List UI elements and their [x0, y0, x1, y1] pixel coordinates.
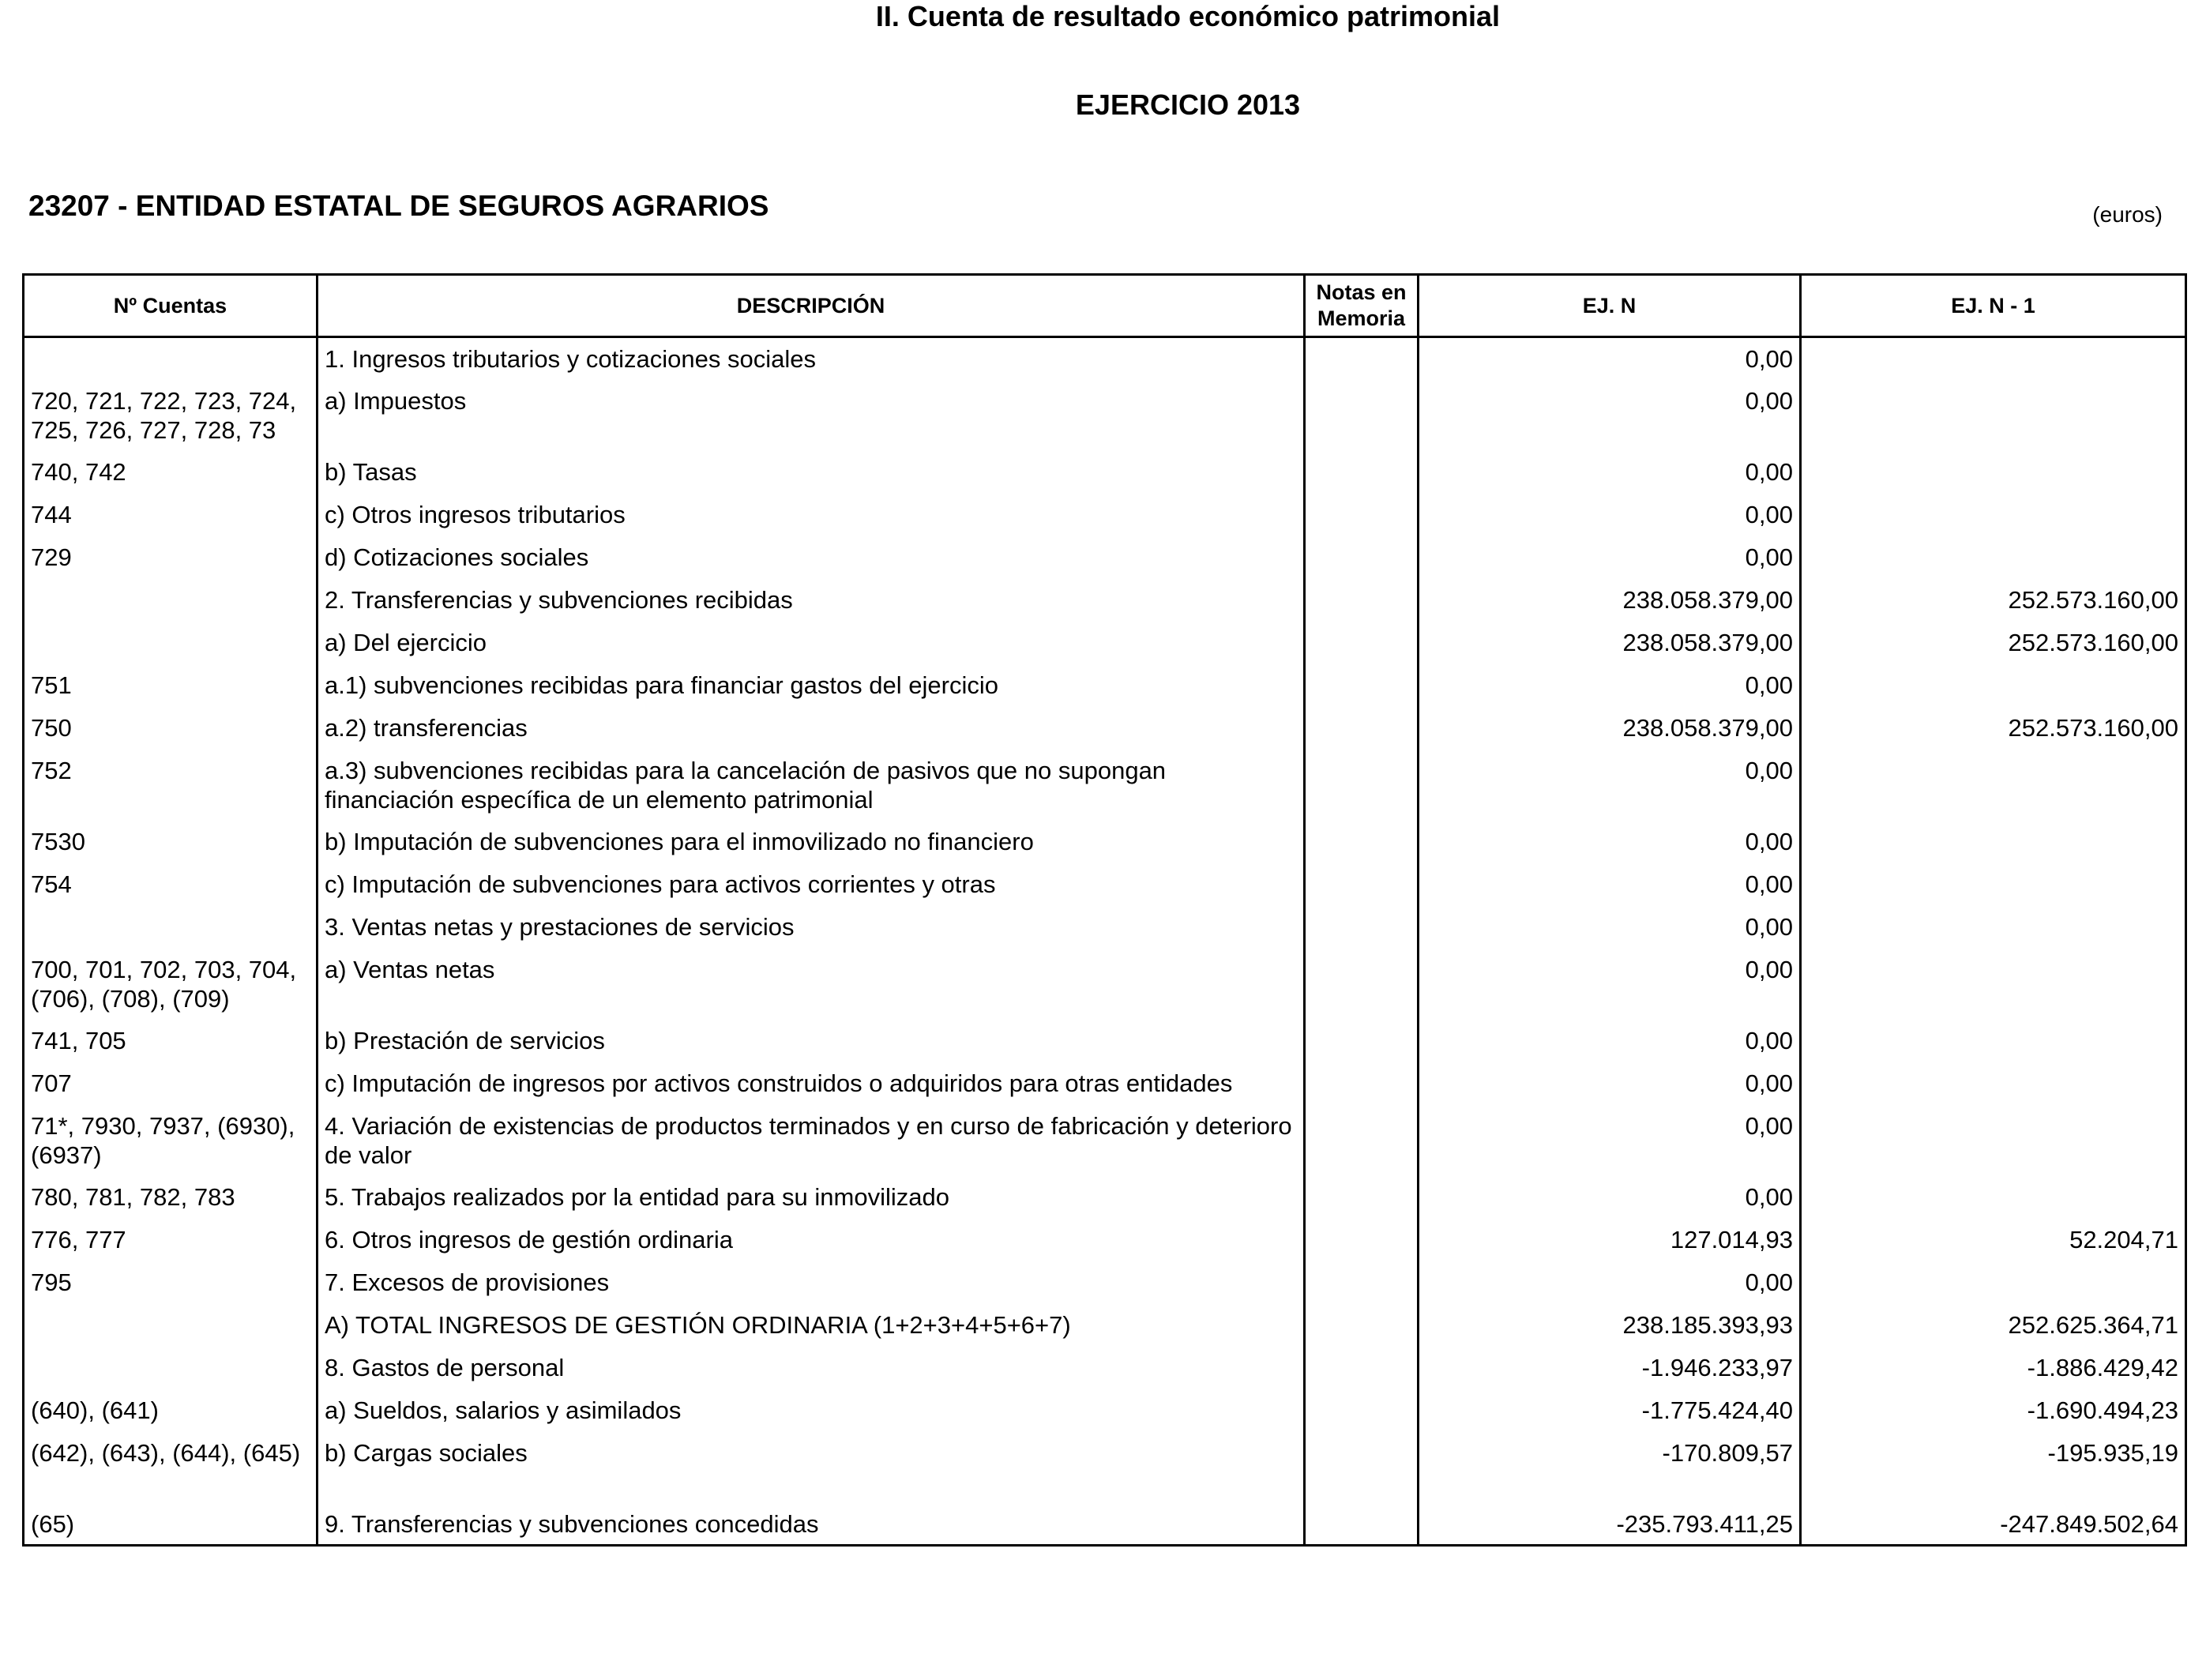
previous-year-cell — [1801, 863, 2186, 906]
previous-year-cell: 52.204,71 — [1801, 1219, 2186, 1261]
previous-year-cell — [1801, 536, 2186, 579]
notes-cell — [1305, 380, 1419, 451]
table-body — [24, 337, 2186, 1546]
previous-year-cell — [1801, 750, 2186, 821]
notes-cell — [1305, 1432, 1419, 1503]
table-row — [24, 1432, 2186, 1503]
current-year-cell: 0,00 — [1419, 494, 1801, 536]
table-row — [24, 1347, 2186, 1389]
description-cell: a) Sueldos, salarios y asimilados — [318, 1389, 1305, 1432]
previous-year-cell — [1801, 494, 2186, 536]
previous-year-cell — [1801, 1176, 2186, 1219]
account-cell: (65) — [24, 1503, 318, 1546]
previous-year-cell: 252.625.364,71 — [1801, 1304, 2186, 1347]
current-year-cell: 238.058.379,00 — [1419, 622, 1801, 664]
notes-cell — [1305, 451, 1419, 494]
description-cell: a) Impuestos — [318, 380, 1305, 451]
column-header-ej-n1: EJ. N - 1 — [1801, 275, 2186, 337]
income-statement-table — [22, 273, 2187, 1547]
description-cell: c) Otros ingresos tributarios — [318, 494, 1305, 536]
table-row — [24, 579, 2186, 622]
table-row — [24, 1304, 2186, 1347]
current-year-cell: 0,00 — [1419, 863, 1801, 906]
table-row — [24, 380, 2186, 451]
previous-year-cell: -247.849.502,64 — [1801, 1503, 2186, 1546]
notes-cell — [1305, 337, 1419, 380]
current-year-cell: 0,00 — [1419, 451, 1801, 494]
previous-year-cell: 252.573.160,00 — [1801, 579, 2186, 622]
account-cell: 744 — [24, 494, 318, 536]
previous-year-cell: 252.573.160,00 — [1801, 622, 2186, 664]
table-row — [24, 664, 2186, 707]
table-row — [24, 1105, 2186, 1176]
table-row — [24, 821, 2186, 863]
description-cell: 6. Otros ingresos de gestión ordinaria — [318, 1219, 1305, 1261]
previous-year-cell — [1801, 337, 2186, 380]
table-row — [24, 1020, 2186, 1062]
previous-year-cell: 252.573.160,00 — [1801, 707, 2186, 750]
account-cell: 707 — [24, 1062, 318, 1105]
account-cell — [24, 622, 318, 664]
account-cell: 795 — [24, 1261, 318, 1304]
table-row — [24, 451, 2186, 494]
description-cell: 2. Transferencias y subvenciones recibidas — [318, 579, 1305, 622]
notes-cell — [1305, 906, 1419, 949]
description-cell: b) Cargas sociales — [318, 1432, 1305, 1503]
current-year-cell: 0,00 — [1419, 337, 1801, 380]
notes-cell — [1305, 1020, 1419, 1062]
description-cell: 9. Transferencias y subvenciones concedidas — [318, 1503, 1305, 1546]
table-row — [24, 863, 2186, 906]
account-cell: 700, 701, 702, 703, 704, (706), (708), (709) — [24, 949, 318, 1020]
description-cell: 8. Gastos de personal — [318, 1347, 1305, 1389]
current-year-cell: 0,00 — [1419, 906, 1801, 949]
entity-name: 23207 - ENTIDAD ESTATAL DE SEGUROS AGRARIOS — [28, 190, 769, 222]
current-year-cell: 0,00 — [1419, 949, 1801, 1020]
account-cell: 776, 777 — [24, 1219, 318, 1261]
description-cell: 7. Excesos de provisiones — [318, 1261, 1305, 1304]
column-header-descripcion: DESCRIPCIÓN — [318, 275, 1305, 337]
table-row — [24, 949, 2186, 1020]
current-year-cell: 0,00 — [1419, 380, 1801, 451]
account-cell — [24, 1347, 318, 1389]
notes-cell — [1305, 1219, 1419, 1261]
account-cell: 71*, 7930, 7937, (6930), (6937) — [24, 1105, 318, 1176]
notes-cell — [1305, 707, 1419, 750]
table-row — [24, 1176, 2186, 1219]
account-cell: 780, 781, 782, 783 — [24, 1176, 318, 1219]
previous-year-cell — [1801, 664, 2186, 707]
column-header-cuentas: Nº Cuentas — [24, 275, 318, 337]
account-cell: 729 — [24, 536, 318, 579]
current-year-cell: 0,00 — [1419, 664, 1801, 707]
previous-year-cell — [1801, 906, 2186, 949]
table-header-row — [24, 275, 2186, 337]
description-cell: 5. Trabajos realizados por la entidad para su inmovilizado — [318, 1176, 1305, 1219]
notes-cell — [1305, 949, 1419, 1020]
table-row — [24, 1389, 2186, 1432]
current-year-cell: 127.014,93 — [1419, 1219, 1801, 1261]
previous-year-cell: -195.935,19 — [1801, 1432, 2186, 1503]
current-year-cell: -1.946.233,97 — [1419, 1347, 1801, 1389]
previous-year-cell — [1801, 1261, 2186, 1304]
account-cell — [24, 579, 318, 622]
account-cell — [24, 1304, 318, 1347]
column-header-ej-n: EJ. N — [1419, 275, 1801, 337]
notes-cell — [1305, 1304, 1419, 1347]
description-cell: b) Imputación de subvenciones para el inmovilizado no financiero — [318, 821, 1305, 863]
account-cell — [24, 906, 318, 949]
description-cell: d) Cotizaciones sociales — [318, 536, 1305, 579]
previous-year-cell — [1801, 949, 2186, 1020]
account-cell: 720, 721, 722, 723, 724, 725, 726, 727, 728, 73 — [24, 380, 318, 451]
current-year-cell: 238.185.393,93 — [1419, 1304, 1801, 1347]
current-year-cell: 0,00 — [1419, 1105, 1801, 1176]
description-cell: a.1) subvenciones recibidas para financiar gastos del ejercicio — [318, 664, 1305, 707]
previous-year-cell — [1801, 1020, 2186, 1062]
description-cell: 3. Ventas netas y prestaciones de servicios — [318, 906, 1305, 949]
notes-cell — [1305, 622, 1419, 664]
table-row — [24, 1503, 2186, 1546]
notes-cell — [1305, 821, 1419, 863]
current-year-cell: 0,00 — [1419, 821, 1801, 863]
current-year-cell: 238.058.379,00 — [1419, 707, 1801, 750]
description-cell: b) Tasas — [318, 451, 1305, 494]
notes-cell — [1305, 1347, 1419, 1389]
notes-cell — [1305, 863, 1419, 906]
account-cell: 740, 742 — [24, 451, 318, 494]
current-year-cell: 0,00 — [1419, 1261, 1801, 1304]
report-title: II. Cuenta de resultado económico patrimonial — [875, 0, 1501, 32]
table-row — [24, 1261, 2186, 1304]
report-year: EJERCICIO 2013 — [1075, 88, 1301, 121]
table-row — [24, 1219, 2186, 1261]
account-cell: 741, 705 — [24, 1020, 318, 1062]
currency-units: (euros) — [2092, 202, 2163, 227]
table-row — [24, 494, 2186, 536]
account-cell: (640), (641) — [24, 1389, 318, 1432]
table-row — [24, 750, 2186, 821]
account-cell: 751 — [24, 664, 318, 707]
column-header-notas: Notas en Memoria — [1305, 275, 1419, 337]
current-year-cell: 238.058.379,00 — [1419, 579, 1801, 622]
previous-year-cell: -1.886.429,42 — [1801, 1347, 2186, 1389]
table-row — [24, 536, 2186, 579]
current-year-cell: 0,00 — [1419, 1176, 1801, 1219]
table-row — [24, 1062, 2186, 1105]
description-cell: a) Ventas netas — [318, 949, 1305, 1020]
description-cell: 1. Ingresos tributarios y cotizaciones sociales — [318, 337, 1305, 380]
notes-cell — [1305, 664, 1419, 707]
notes-cell — [1305, 1261, 1419, 1304]
description-cell: 4. Variación de existencias de productos terminados y en curso de fabricación y deterioro de valor — [318, 1105, 1305, 1176]
table-row — [24, 337, 2186, 380]
current-year-cell: 0,00 — [1419, 1062, 1801, 1105]
previous-year-cell: -1.690.494,23 — [1801, 1389, 2186, 1432]
current-year-cell: 0,00 — [1419, 536, 1801, 579]
notes-cell — [1305, 1176, 1419, 1219]
notes-cell — [1305, 579, 1419, 622]
notes-cell — [1305, 1389, 1419, 1432]
table-row — [24, 707, 2186, 750]
notes-cell — [1305, 1105, 1419, 1176]
current-year-cell: -235.793.411,25 — [1419, 1503, 1801, 1546]
previous-year-cell — [1801, 1105, 2186, 1176]
notes-cell — [1305, 1062, 1419, 1105]
current-year-cell: -170.809,57 — [1419, 1432, 1801, 1503]
notes-cell — [1305, 494, 1419, 536]
description-cell: a) Del ejercicio — [318, 622, 1305, 664]
description-cell: a.3) subvenciones recibidas para la cancelación de pasivos que no supongan financiación específica de un elemento patrimonial — [318, 750, 1305, 821]
account-cell: (642), (643), (644), (645) — [24, 1432, 318, 1503]
current-year-cell: 0,00 — [1419, 1020, 1801, 1062]
previous-year-cell — [1801, 821, 2186, 863]
table-row — [24, 906, 2186, 949]
current-year-cell: 0,00 — [1419, 750, 1801, 821]
notes-cell — [1305, 536, 1419, 579]
description-cell: b) Prestación de servicios — [318, 1020, 1305, 1062]
description-cell: a.2) transferencias — [318, 707, 1305, 750]
description-cell: A) TOTAL INGRESOS DE GESTIÓN ORDINARIA (1+2+3+4+5+6+7) — [318, 1304, 1305, 1347]
description-cell: c) Imputación de ingresos por activos construidos o adquiridos para otras entidades — [318, 1062, 1305, 1105]
account-cell: 7530 — [24, 821, 318, 863]
previous-year-cell — [1801, 1062, 2186, 1105]
account-cell — [24, 337, 318, 380]
table-row — [24, 622, 2186, 664]
account-cell: 754 — [24, 863, 318, 906]
notes-cell — [1305, 750, 1419, 821]
account-cell: 750 — [24, 707, 318, 750]
account-cell: 752 — [24, 750, 318, 821]
notes-cell — [1305, 1503, 1419, 1546]
previous-year-cell — [1801, 451, 2186, 494]
previous-year-cell — [1801, 380, 2186, 451]
description-cell: c) Imputación de subvenciones para activos corrientes y otras — [318, 863, 1305, 906]
current-year-cell: -1.775.424,40 — [1419, 1389, 1801, 1432]
